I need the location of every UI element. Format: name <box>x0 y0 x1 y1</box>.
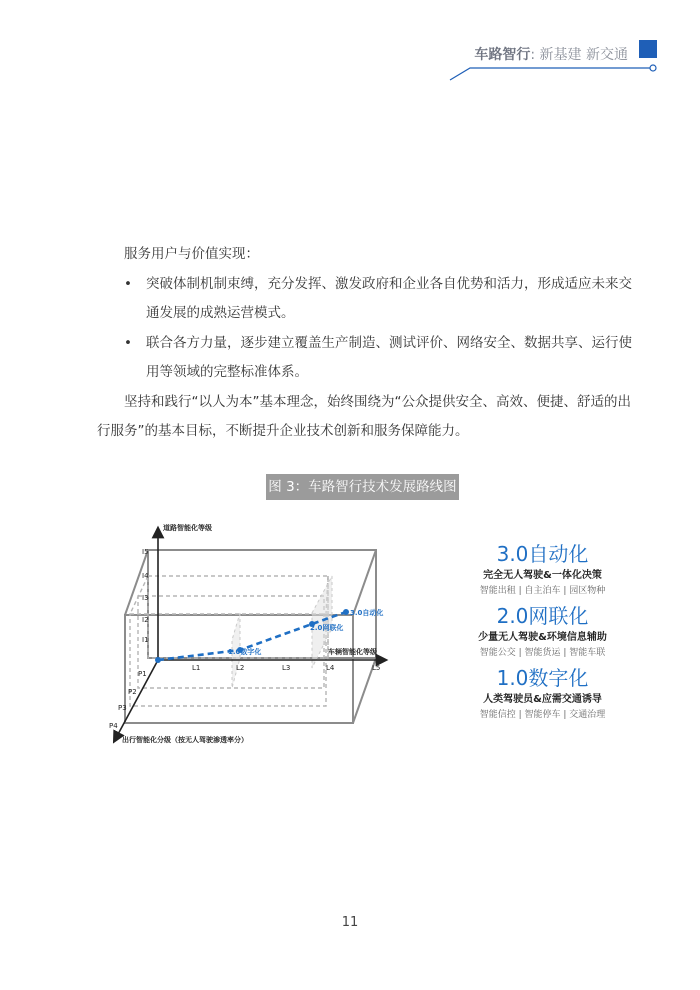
roadmap-legend <box>470 540 615 726</box>
z-ticks <box>109 670 147 730</box>
y-axis-label: 道路智能化等级 <box>163 524 212 532</box>
tick-label: P4 <box>109 722 118 730</box>
legend-title: 2.0网联化 <box>496 604 589 628</box>
x-axis-label: 车辆智能化等级 <box>328 648 377 656</box>
tick-label: L2 <box>236 664 245 672</box>
legend-detail: 智能公交 | 智能货运 | 智能车联 <box>479 648 606 658</box>
lead-line: 服务用户与价值实现： <box>124 246 259 262</box>
point-label: 2.0网联化 <box>310 624 344 632</box>
header-rule <box>440 58 660 82</box>
tick-label: I1 <box>142 636 149 644</box>
origin-point <box>155 657 161 663</box>
tick-label: P2 <box>128 688 137 696</box>
tick-label: P3 <box>118 704 127 712</box>
page-number: 11 <box>341 915 359 930</box>
roadmap-diagram <box>100 518 400 750</box>
legend-detail: 智能信控 | 智能停车 | 交通治理 <box>479 710 606 720</box>
legend-title: 3.0自动化 <box>496 542 589 566</box>
body-paragraph: 坚持和践行“以人为本”基本理念，始终围绕为“公众提供安全、高效、便捷、舒适的出行服务”的基本目标，不断提升企业技术创新和服务保障能力。 <box>97 393 631 439</box>
bullet-text: 突破体制机制束缚，充分发挥、激发政府和企业各自优势和活力，形成适应未来交通发展的成熟运营模式。 <box>146 275 632 321</box>
body-text <box>97 240 637 447</box>
bullet-dot: • <box>124 334 132 351</box>
tick-label: L3 <box>282 664 291 672</box>
legend-item <box>470 540 615 598</box>
legend-subtitle: 人类驾驶员&应需交通诱导 <box>483 694 602 705</box>
inner-dashed-boxes <box>130 576 328 706</box>
tick-label: L5 <box>372 664 381 672</box>
header-accent-square <box>639 40 657 58</box>
legend-title: 1.0数字化 <box>496 666 589 690</box>
z-axis-label: 出行智能化分级（按无人驾驶渗透率分） <box>122 736 248 744</box>
tick-label: L4 <box>326 664 335 672</box>
point-label: 3.0自动化 <box>350 609 384 617</box>
tick-label: I2 <box>142 616 149 624</box>
bullet-item <box>97 329 637 388</box>
running-header-rest: : 新基建 新交通 <box>530 47 628 63</box>
legend-item <box>470 602 615 660</box>
tick-label: I4 <box>142 572 149 580</box>
running-header-bold: 车路智行 <box>474 47 531 63</box>
bullet-dot: • <box>124 275 132 292</box>
point-label: 1.0数字化 <box>228 648 262 656</box>
tick-label: I3 <box>142 594 149 602</box>
axes <box>116 532 382 738</box>
tick-label: L1 <box>192 664 201 672</box>
point-3 <box>343 609 349 615</box>
tick-label: P1 <box>138 670 147 678</box>
bullet-text: 联合各方力量，逐步建立覆盖生产制造、测试评价、网络安全、数据共享、运行使用等领域的完整标准体系。 <box>146 334 632 380</box>
bullet-item <box>97 270 637 329</box>
legend-subtitle: 少量无人驾驶&环境信息辅助 <box>478 632 607 643</box>
figure-caption: 图 3：车路智行技术发展路线图 <box>266 474 459 500</box>
tick-label: I5 <box>142 548 149 556</box>
legend-subtitle: 完全无人驾驶&一体化决策 <box>483 570 602 581</box>
legend-item <box>470 664 615 722</box>
legend-detail: 智能出租 | 自主泊车 | 园区物种 <box>479 586 606 596</box>
